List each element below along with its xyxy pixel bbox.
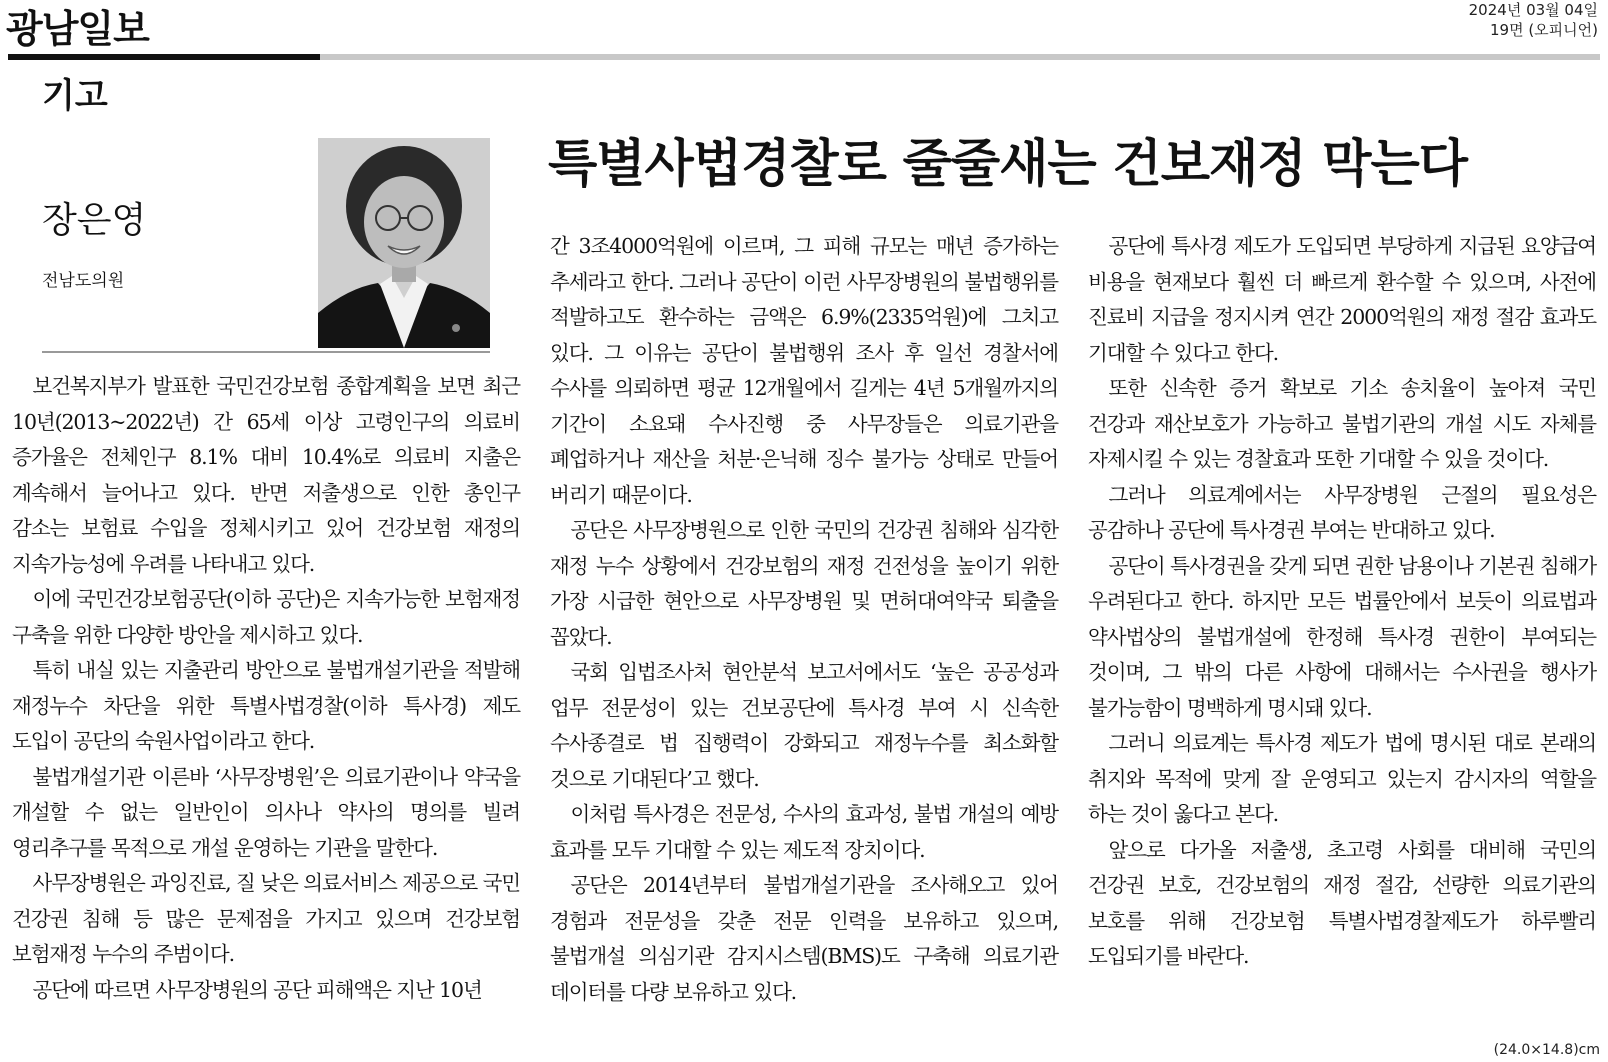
article-headline: 특별사법경찰로 줄줄새는 건보재정 막는다 xyxy=(548,134,1468,194)
article-paragraph: 공단은 사무장병원으로 인한 국민의 건강권 침해와 심각한 재정 누수 상황에서 건강보험의 재정 건전성을 높이기 위한 가장 시급한 현안으로 사무장병원 및 면허대여약국 퇴출을 꼽았다. xyxy=(550,518,1058,649)
page-info: 19면 (오피니언) xyxy=(1489,21,1598,39)
article-paragraph: 공단이 특사경권을 갖게 되면 권한 남용이나 기본권 침해가 우려된다고 한다. 하지만 모든 법률안에서 보듯이 의료법과 약사법상의 불법개설에 한정해 특사경 권한이 부여되는 것이며, 그 밖의 다른 사항에 대해서는 수사권을 행사가 불가능함이 명백하게 명시돼 있다. xyxy=(1088,553,1596,720)
issue-date: 2024년 03월 04일 xyxy=(1468,1,1598,19)
article-paragraph: 앞으로 다가올 저출생, 초고령 사회를 대비해 국민의 건강권 보호, 건강보험의 재정 절감, 선량한 의료기관의 보호를 위해 건강보험 특별사법경찰제도가 하루빨리 도입되기를 바란다. xyxy=(1088,837,1596,968)
article-paragraph: 공단은 2014년부터 불법개설기관을 조사해오고 있어 경험과 전문성을 갖춘 전문 인력을 보유하고 있으며, 불법개설 의심기관 감지시스템(BMS)도 구축해 의료기관 데이터를 다량 보유하고 있다. xyxy=(550,873,1058,1004)
article-column-2 xyxy=(550,229,1058,1010)
article-size-note: (24.0×14.8)cm xyxy=(1493,1042,1600,1058)
article-paragraph: 공단에 따르면 사무장병원의 공단 피해액은 지난 10년 xyxy=(32,977,482,1002)
author-title: 전남도의원 xyxy=(42,271,125,291)
article-paragraph: 또한 신속한 증거 확보로 기소 송치율이 높아져 국민 건강과 재산보호가 가능하고 불법기관의 개설 시도 자체를 자제시킬 수 있는 경찰효과 또한 기대할 수 있을 것이다. xyxy=(1088,376,1596,471)
article-paragraph: 불법개설기관 이른바 ‘사무장병원’은 의료기관이나 약국을 개설할 수 없는 일반인이 의사나 약사의 명의를 빌려 영리추구를 목적으로 개설 운영하는 기관을 말한다. xyxy=(12,764,520,860)
author-name: 장은영 xyxy=(42,200,147,241)
section-label: 기고 xyxy=(42,76,108,116)
article-paragraph: 그러나 의료계에서는 사무장병원 근절의 필요성은 공감하나 공단에 특사경권 부여는 반대하고 있다. xyxy=(1088,482,1596,542)
photo-underline xyxy=(42,351,490,353)
article-column-3 xyxy=(1088,229,1596,975)
article-paragraph: 그러니 의료계는 특사경 제도가 법에 명시된 대로 본래의 취지와 목적에 맞게 잘 운영되고 있는지 감시자의 역할을 하는 것이 옳다고 본다. xyxy=(1088,731,1596,826)
article-paragraph: 공단에 특사경 제도가 도입되면 부당하게 지급된 요양급여 비용을 현재보다 훨씬 더 빠르게 환수할 수 있으며, 사전에 진료비 지급을 정지시켜 연간 2000억원의 재정 절감 효과도 기대할 수 있다고 한다. xyxy=(1088,234,1596,365)
article-paragraph: 이처럼 특사경은 전문성, 수사의 효과성, 불법 개설의 예방 효과를 모두 기대할 수 있는 제도적 장치이다. xyxy=(550,802,1058,862)
article-column-1 xyxy=(12,369,520,1008)
author-portrait-image xyxy=(318,138,490,348)
issue-meta xyxy=(1469,0,1598,40)
article-paragraph: 간 3조4000억원에 이르며, 그 피해 규모는 매년 증가하는 추세라고 한다. 그러나 공단이 이런 사무장병원의 불법행위를 적발하고도 환수하는 금액은 6.9%(2335억원)에 그치고 있다. 그 이유는 공단이 불법행위 조사 후 일선 경찰서에 수사를 의뢰하면 평균 12개월에서 길게는 4년 5개월까지의 기간이 소요돼 수사진행 중 사무장들은 의료기관을 폐업하거나 재산을 처분·은닉해 징수 불가능 상태로 만들어 버리기 때문이다. xyxy=(550,234,1058,507)
article-paragraph: 사무장병원은 과잉진료, 질 낮은 의료서비스 제공으로 국민 건강권 침해 등 많은 문제점을 가지고 있으며 건강보험 보험재정 누수의 주범이다. xyxy=(12,871,520,966)
article-paragraph: 이에 국민건강보험공단(이하 공단)은 지속가능한 보험재정 구축을 위한 다양한 방안을 제시하고 있다. xyxy=(12,587,520,647)
author-photo xyxy=(318,138,490,348)
article-paragraph: 특히 내실 있는 지출관리 방안으로 불법개설기관을 적발해 재정누수 차단을 위한 특별사법경찰(이하 특사경) 제도 도입이 공단의 숙원사업이라고 한다. xyxy=(12,658,520,753)
article-paragraph: 보건복지부가 발표한 국민건강보험 종합계획을 보면 최근 10년(2013~2022년) 간 65세 이상 고령인구의 의료비 증가율은 전체인구 8.1% 대비 10.4%로 의료비 지출은 계속해서 늘어나고 있다. 반면 저출생으로 인한 총인구 감소는 보험료 수입을 정체시키고 있어 건강보험 재정의 지속가능성에 우려를 나타내고 있다. xyxy=(12,374,520,576)
newspaper-masthead: 광남일보 xyxy=(6,7,149,51)
article-paragraph: 국회 입법조사처 현안분석 보고서에서도 ‘높은 공공성과 업무 전문성이 있는 건보공단에 특사경 부여 시 신속한 수사종결로 법 집행력이 강화되고 재정누수를 최소화할 것으로 기대된다’고 했다. xyxy=(550,660,1058,791)
header-divider-accent xyxy=(8,54,320,60)
